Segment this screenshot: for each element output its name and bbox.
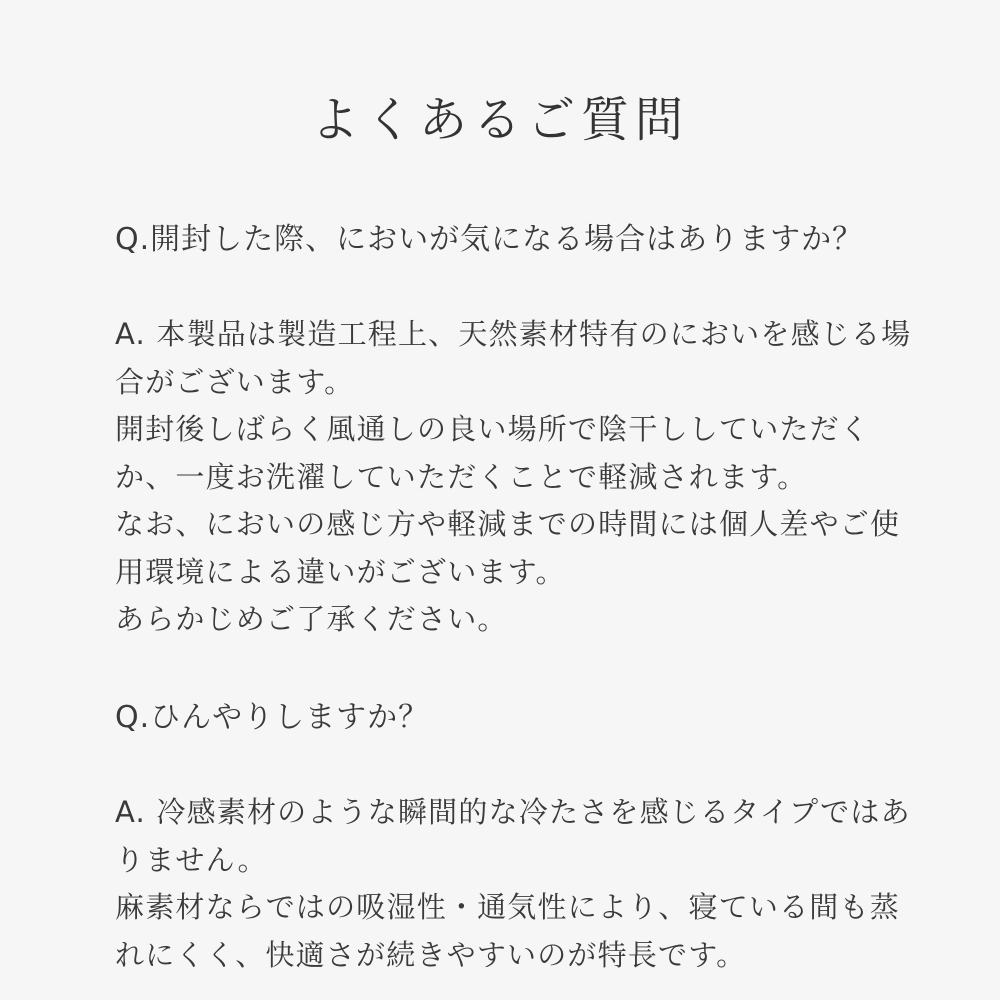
faq-item-cooling <box>115 694 915 979</box>
faq-answer: A. 本製品は製造工程上、天然素材特有のにおいを感じる場合がございます。 開封後しばらく風通しの良い場所で陰干ししていただくか、一度お洗濯していただくことで軽減されます。 なお、においの感じ方や軽減までの時間には個人差やご使用環境による違いがございます。 あらかじめご了承ください。 <box>115 317 912 636</box>
faq-answer: A. 冷感素材のような瞬間的な冷たさを感じるタイプではありません。 麻素材ならではの吸湿性・通気性により、寝ている間も蒸れにくく、快適さが続きやすいのが特長です。 <box>115 795 911 972</box>
faq-question: Q.開封した際、においが気になる場合はありますか？ <box>115 222 864 257</box>
faq-question: Q.ひんやりしますか？ <box>115 700 430 735</box>
faq-item-odor <box>115 216 915 644</box>
page-title: よくあるご質問 <box>310 92 689 148</box>
